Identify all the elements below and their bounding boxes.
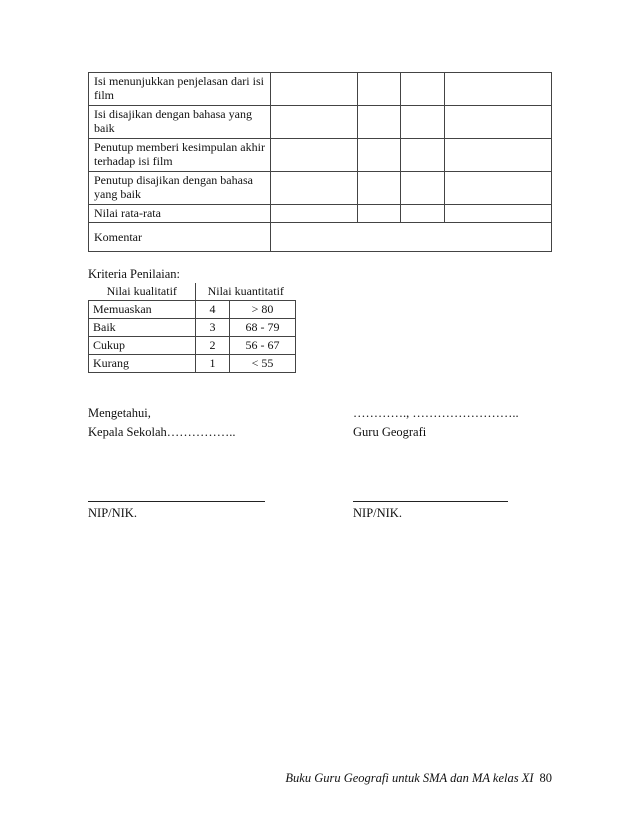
assessment-table (88, 72, 552, 252)
criteria-label: Memuaskan (89, 301, 196, 319)
table-row (89, 355, 296, 373)
table-row (89, 172, 552, 205)
score-cell (445, 139, 552, 172)
score-cell (401, 139, 445, 172)
right-signature-line (353, 501, 508, 502)
table-row (89, 223, 552, 252)
table-row (89, 73, 552, 106)
criterion-label: Penutup memberi kesimpulan akhir terhadap isi film (89, 139, 271, 172)
criteria-score: 1 (196, 355, 230, 373)
criteria-score: 2 (196, 337, 230, 355)
page-footer (270, 771, 552, 786)
score-cell (445, 205, 552, 223)
criteria-label: Kurang (89, 355, 196, 373)
score-cell (401, 106, 445, 139)
score-cell (271, 106, 358, 139)
table-row (89, 337, 296, 355)
criterion-label: Isi disajikan dengan bahasa yang baik (89, 106, 271, 139)
score-cell (401, 73, 445, 106)
criteria-range: 68 - 79 (230, 319, 296, 337)
score-cell (445, 73, 552, 106)
left-nip: NIP/NIK. (88, 506, 137, 520)
comment-label: Komentar (89, 223, 271, 252)
score-cell (271, 172, 358, 205)
score-cell (271, 205, 358, 223)
left-acknowledge: Mengetahui, (88, 406, 151, 420)
criteria-title: Kriteria Penilaian: (88, 267, 180, 281)
table-row (89, 205, 552, 223)
score-cell (271, 139, 358, 172)
criteria-score: 3 (196, 319, 230, 337)
criteria-range: < 55 (230, 355, 296, 373)
left-principal: Kepala Sekolah…………….. (88, 425, 236, 439)
criteria-table (88, 283, 296, 373)
table-row (89, 301, 296, 319)
table-row (89, 139, 552, 172)
table-row (89, 319, 296, 337)
footer-text: Buku Guru Geografi untuk SMA dan MA kelas XI (285, 771, 534, 785)
score-cell (358, 172, 401, 205)
header-qualitative: Nilai kualitatif (89, 283, 196, 301)
right-nip: NIP/NIK. (353, 506, 402, 520)
header-quantitative: Nilai kuantitatif (196, 283, 296, 301)
score-cell (271, 73, 358, 106)
right-teacher: Guru Geografi (353, 425, 427, 439)
page-number: 80 (539, 771, 552, 785)
score-cell (358, 73, 401, 106)
right-place-date: …………., …………………….. (353, 406, 519, 420)
score-cell (358, 205, 401, 223)
comment-cell (271, 223, 552, 252)
left-signature-line (88, 501, 265, 502)
average-label: Nilai rata-rata (89, 205, 271, 223)
score-cell (358, 106, 401, 139)
criteria-score: 4 (196, 301, 230, 319)
criterion-label: Penutup disajikan dengan bahasa yang baik (89, 172, 271, 205)
criteria-range: > 80 (230, 301, 296, 319)
score-cell (401, 205, 445, 223)
score-cell (401, 172, 445, 205)
criteria-label: Baik (89, 319, 196, 337)
criterion-label: Isi menunjukkan penjelasan dari isi film (89, 73, 271, 106)
table-row (89, 106, 552, 139)
criteria-range: 56 - 67 (230, 337, 296, 355)
score-cell (445, 106, 552, 139)
score-cell (358, 139, 401, 172)
criteria-label: Cukup (89, 337, 196, 355)
criteria-header-row (89, 283, 296, 301)
score-cell (445, 172, 552, 205)
